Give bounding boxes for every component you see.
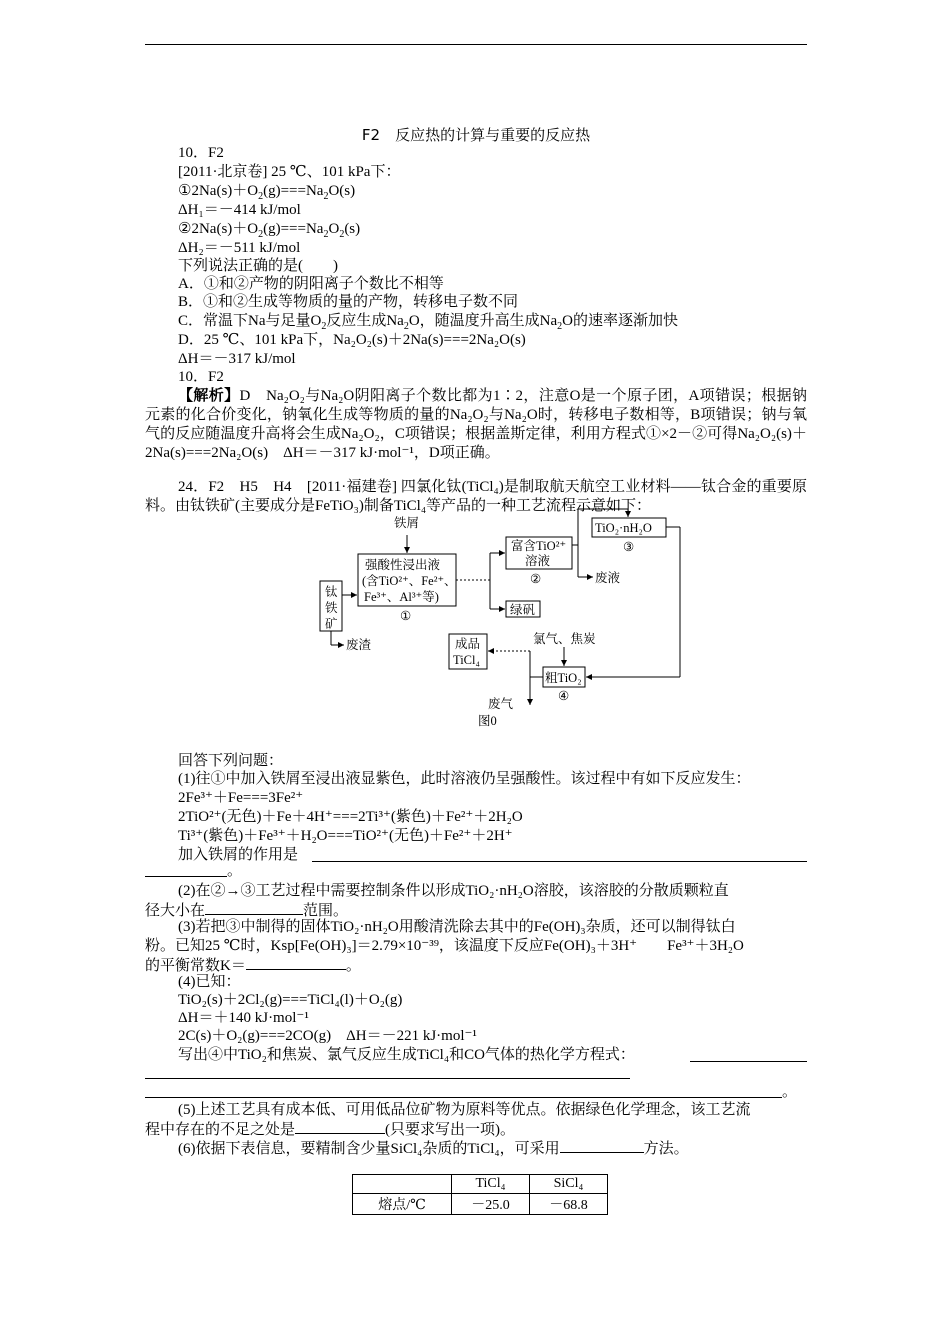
label-ore-3: 矿 — [325, 617, 338, 631]
part1-text: (1)往①中加入铁屑至浸出液显紫色，此时溶液仍呈强酸性。该过程中有如下反应发生： — [178, 771, 751, 787]
equation-5: 2C(s)＋O₂(g)===2CO(g) ΔH＝－221 kJ·mol⁻¹ — [178, 1028, 477, 1044]
label-box3: TiO₂·nH₂O — [595, 521, 652, 535]
part5-prefix: 程中存在的不足之处是 — [145, 1122, 296, 1138]
table-header-sicl4: SiCl₄ — [530, 1175, 608, 1194]
part2-prefix: 径大小在 — [145, 903, 206, 919]
part3-end: 。 — [345, 958, 361, 974]
section-title: F2 反应热的计算与重要的反应热 — [361, 126, 591, 144]
part3-line1: (3)若把③中制得的固体TiO₂·nH₂O用酸清洗除去其中的Fe(OH)₃杂质，还可以制得钛白 — [178, 919, 736, 935]
part6-blank[interactable] — [560, 1138, 644, 1153]
analysis-text: D Na₂O₂与Na₂O阴阳离子个数比都为1∶2，注意O是一个原子团，A项错误；根据钠元素的化合价变化，钠氧化生成等物质的量的Na₂O₂与Na₂O时，转移电子数相等，B项错误；钠与氧气的反应随温度升高将会生成Na₂O₂，C项错误；根据盖斯定律，利用方程式①×2－②可得Na₂O₂(s)＋2Na(s)===2Na₂O(s) ΔH＝－317 kJ·mol⁻¹，D项正确。 — [145, 388, 807, 461]
label-waste-gas: 废气 — [488, 697, 514, 711]
opt-c-part3: O，随温度升高生成Na — [408, 313, 558, 329]
label-circle-4: ④ — [558, 689, 570, 703]
table-row — [353, 1194, 608, 1215]
q10-analysis — [145, 387, 807, 463]
header-rule — [145, 44, 807, 45]
part2-blank[interactable] — [205, 900, 303, 915]
reaction-2-label: ② — [178, 221, 192, 237]
label-box1-3: Fe³⁺、Al³⁺等) — [364, 590, 439, 604]
opt-c-part2: 反应生成Na — [326, 313, 404, 329]
melting-point-table — [352, 1174, 608, 1215]
reaction-1-label: ① — [178, 183, 192, 199]
q10-dh1: ΔH₁＝－414 kJ/mol — [178, 202, 301, 218]
label-box2-1: 富含TiO²⁺ — [511, 539, 567, 553]
part4-end: 。 — [782, 1084, 798, 1100]
q10-stem: 下列说法正确的是( ) — [178, 258, 338, 274]
label-crude: 粗TiO₂ — [545, 671, 582, 685]
q10-option-d: D．25 ℃、101 kPa下，Na₂O₂(s)＋2Na(s)===2Na₂O(s) — [178, 332, 526, 348]
part6-suffix: 方法。 — [643, 1141, 689, 1157]
label-circle-1: ① — [400, 609, 412, 623]
part3-prefix: 的平衡常数K＝ — [145, 958, 246, 974]
label-circle-3: ③ — [623, 540, 635, 554]
label-product-2: TiCl₄ — [453, 653, 480, 667]
label-green-vitriol: 绿矾 — [510, 603, 536, 617]
analysis-label: 【解析】 — [178, 388, 240, 404]
equation-2: 2TiO²⁺(无色)＋Fe＋4H⁺===2Ti³⁺(紫色)＋Fe²⁺＋2H₂O — [178, 809, 523, 825]
label-waste-residue: 废渣 — [346, 638, 372, 652]
label-product-1: 成品 — [455, 637, 481, 651]
part5-blank[interactable] — [295, 1119, 385, 1134]
label-box2-2: 溶液 — [525, 554, 551, 568]
part3-line2: 粉。已知25 ℃时，Ksp[Fe(OH)₃]＝2.79×10⁻³⁹，该温度下反应Fe(OH)₃＋3H⁺ Fe³⁺＋3H₂O — [145, 938, 744, 954]
diagram-caption: 图0 — [478, 714, 497, 728]
label-circle-2: ② — [530, 572, 542, 586]
q10-option-a: A．①和②产物的阴阳离子个数比不相等 — [178, 276, 444, 292]
part4-answer-line-2[interactable] — [145, 1078, 630, 1079]
table-header-ticl4: TiCl₄ — [452, 1175, 530, 1194]
q10-dh2: ΔH₂＝－511 kJ/mol — [178, 240, 301, 256]
label-waste-liquid: 废液 — [595, 571, 621, 585]
label-ore-2: 铁 — [325, 601, 338, 615]
q10-reaction-1: $①2Na(s)+O_2(g)===Na_2O(s)$ — [178, 183, 356, 202]
q10-reaction-2: $②2Na(s)+O_2(g)===Na_2O_2(s)$ — [178, 221, 361, 240]
part4-answer-line-1[interactable] — [690, 1061, 807, 1062]
part5-line2 — [145, 1119, 515, 1140]
table-row-label: 熔点/℃ — [353, 1194, 452, 1215]
table-header-empty — [353, 1175, 452, 1194]
equation-4: TiO₂(s)＋2Cl₂(g)===TiCl₄(l)＋O₂(g) — [178, 992, 403, 1008]
q10-option-b: B．①和②生成等物质的量的产物，转移电子数不同 — [178, 294, 519, 310]
part1-answer-line[interactable] — [312, 861, 807, 862]
part2-suffix: 范围。 — [303, 903, 349, 919]
part4-label: (4)已知： — [178, 974, 241, 990]
label-box1-2: (含TiO²⁺、Fe²⁺、 — [362, 574, 457, 588]
dh-4: ΔH＝＋140 kJ·mol⁻¹ — [178, 1010, 309, 1026]
label-box1-1: 强酸性浸出液 — [365, 558, 441, 572]
part2-line1: (2)在②→③工艺过程中需要控制条件以形成TiO₂·nH₂O溶胶，该溶胶的分散质颗粒直 — [178, 883, 729, 899]
part6-line — [178, 1138, 689, 1159]
q10-answer-tag: 10．F2 — [178, 369, 224, 385]
equation-1: 2Fe³⁺＋Fe===3Fe²⁺ — [178, 790, 304, 806]
part1-question: 加入铁屑的作用是 — [178, 847, 299, 863]
label-reagents: 氯气、焦炭 — [533, 632, 596, 646]
q10-tag: 10．F2 — [178, 145, 224, 161]
q10-source: [2011·北京卷] 25 ℃、101 kPa下： — [178, 164, 401, 180]
q10-option-c: C．常温下Na与足量$O_2$反应生成$Na_2O$，随温度升高生成$Na_2O$的速率逐渐加快 — [178, 313, 679, 332]
part1-end: 。 — [227, 863, 243, 879]
part1-answer-line-2[interactable] — [145, 876, 227, 877]
label-ore-1: 钛 — [325, 585, 338, 599]
q24-intro: 24．F2 H5 H4 [2011·福建卷] 四氯化钛(TiCl₄)是制取航天航空工业材料——钛合金的重要原料。由钛铁矿(主要成分是FeTiO₃)制备TiCl₄等产品的一种工艺流程示意如下： — [145, 479, 807, 514]
part4-answer-line-3[interactable] — [145, 1097, 782, 1098]
part3-blank[interactable] — [246, 955, 346, 970]
part6-prefix: (6)依据下表信息，要精制含少量SiCl₄杂质的TiCl₄，可采用 — [178, 1141, 560, 1157]
table-cell-sicl4: －68.8 — [530, 1194, 608, 1215]
equation-3: Ti³⁺(紫色)＋Fe³⁺＋H₂O===TiO²⁺(无色)＋Fe²⁺＋2H⁺ — [178, 828, 513, 844]
part5-suffix: (只要求写出一项)。 — [385, 1122, 516, 1138]
opt-c-part4: O的速率逐渐加快 — [562, 313, 679, 329]
part4-question: 写出④中TiO₂和焦炭、氯气反应生成TiCl₄和CO气体的热化学方程式： — [178, 1047, 635, 1063]
part5-line1: (5)上述工艺具有成本低、可用低品位矿物为原料等优点。依据绿色化学理念，该工艺流 — [178, 1102, 751, 1118]
q10-dh-d: ΔH＝－317 kJ/mol — [178, 351, 296, 367]
table-header-row — [353, 1175, 608, 1194]
label-tiexie: 铁屑 — [394, 516, 420, 530]
process-flow-diagram — [300, 497, 690, 732]
opt-c-part1: C．常温下Na与足量O — [178, 313, 322, 329]
table-cell-ticl4: －25.0 — [452, 1194, 530, 1215]
answer-prompt: 回答下列问题： — [178, 753, 284, 769]
